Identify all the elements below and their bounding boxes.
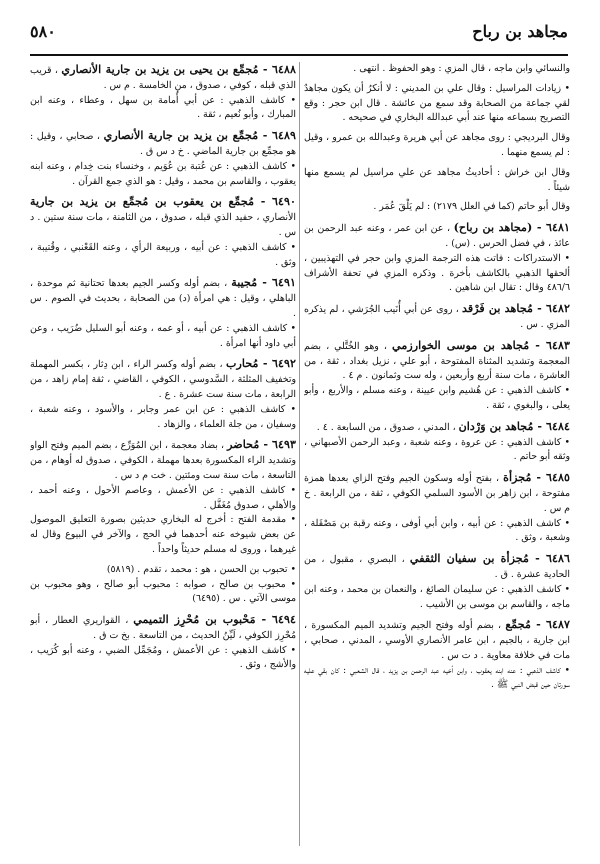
entry-note: • كاشف الذهبي : عن سليمان الصائغ ، والنعمان بن محمد ، وعنه ابن ماجه ، والقاسم بن موسى بن الأشيب . [304,583,570,610]
entry-text: وقال أبو حاتم (كما في العلل ٢١٧٩) : لم يَلْقَ عُمَر . [373,201,570,213]
entry-note: • مقدمة الفتح : أخرج له البخاري حديثين بصورة التعليق الموصول عن بعض شيوخه عنه أحدهما في الحج ، والآخر في البيوع وقال له غيرهما ، وروى له مسلم حديثاً واحداً . [30,514,296,555]
biography-entry [304,419,570,465]
entry-text: ، البصري ، مقبول ، من الحادية عشرة . ق . [304,554,570,580]
entry-heading: ٦٤٩٠ - مُجمِّع بن يعقوب بن مُجمِّع بن يزيد بن جارية [30,194,296,209]
entry-text: ، بفتح أوله وسكون الجيم وفتح الزاي بعدها همزة مفتوحة ، ابن زاهر بن الأسود السلمي الكوفي ، ثقة ، من الرابعة . خ م س . [304,473,570,514]
biography-entry [304,301,570,333]
biography-entry [304,338,570,414]
entry-note: • زيادات المراسيل : وقال علي بن المديني : لا أنكرُ أن يكون مجاهدٌ لقي جماعة من الصحابة وقد سمع من عائشة . قال ابن حجر : وقع التصريح بسماعه منها عند أبي عبدالله البخاري في صحيحه . [304,82,570,124]
entry-note: • كاشف الذهبي : عن عروة ، وعنه شعبة ، وعبد الرحمن الأصبهاني ، وثقه أبو حاتم . [304,436,570,463]
page-number: ٥٨٠ [30,22,56,41]
entry-heading: ٦٤٨٥ - مُجزأة [503,470,570,485]
entry-note: • كاشف الذهبي : عن أبيه ، وابن أبي أوفى ، وعنه رقبة بن مَصْقَلة ، وشعبة ، وثق . [304,517,570,544]
entry-text: والنسائي وابن ماجه ، قال المزي : وهو الحفوظ . انتهى . [353,63,570,74]
entry-heading: ٦٤٨٢ - مُجاهد بن فَرْقد [462,301,570,316]
entry-heading: ٦٤٨٩ - مُجمِّع بن يزيد بن جارية الأنصاري [103,128,296,143]
right-column [304,62,570,850]
biography-entry [30,62,296,123]
entry-note: • كاشف الذهبي : عنه ابنه يعقوب ، وابن أخيه عبد الرحمن بن يزيد ، قال الشعبي : كان بقي عليه سورتان حين قبض النبي ﷺ . [304,664,570,691]
entry-text: ، بضم أوله وكسر الجيم بعدها تحتانية ثم موحدة ، الباهلي ، وقيل : هي امرأة (د) من الصحابة ، بحديث في الصوم . س . [30,278,296,319]
entry-note: • كاشف الذهبي : عن أبيه ، وربيعة الرأي ، وعنه القَعْنبي ، وقُتيبة ، وثق . [30,241,296,268]
entry-note: • الاستدراكات : فاتت هذه الترجمة المزي وابن حجر في التهذيبين ، ألحقها الذهبي بالكاشف بأخرة . وذكره المزي في تحفة الأشراف ٤٨٦/٦ وقال : تقال ابن شاهين . [304,252,570,294]
biography-entry [304,62,570,77]
left-column [30,62,296,850]
biography-entry [30,356,296,432]
entry-heading: ٦٤٩٤ - مَحْبوب بن مُحْرِز التميمي [133,612,296,627]
entry-note: • كاشف الذهبي : عن أبيه ، أو عمه ، وعنه أبو السليل ضُرَيب ، وعن أبي داود أنها امرأة . [30,322,296,349]
entry-note: • كاشف الذهبي : عن ابن عمر وجابر ، والأسود ، وعنه شعبة ، وسفيان ، من جلة العلماء ، والزهاد . [30,403,296,430]
biography-entry [304,220,570,296]
entry-text: ، المدني ، صدوق ، من السابعة . ٤ . [316,421,456,433]
entry-heading: ٦٤٨٦ - مُجزأة بن سفيان الثقفي [409,551,570,566]
entry-note: • كاشف الذهبي : عن الأعمش ، وعاصم الأحول ، وعنه أحمد ، والأهلي ، صدوق مُغَفَّل . [30,484,296,511]
entry-text: وقال البرديجي : روى مجاهد عن أبي هريرة وعبدالله بن عمرو ، وقيل : لم يسمع منهما . [304,132,570,158]
entry-note: • كاشف الذهبي : عن عُتبة بن عُوَيم ، وخنساء بنت خِدام ، وعنه ابنه يعقوب ، والقاسم بن محمد ، وقيل : هو الذي جمع القرآن . [30,160,296,187]
entry-text: ، بضم أوله وفتح الجيم وتشديد الميم المكسورة ، ابن جارية ، بالجيم ، ابن عامر الأنصاري الأوسي ، المدني ، صحابي ، مات في خلافة معاوية . د ت س . [304,620,570,661]
entry-note: • كاشف الذهبي : عن أبي أُمامة بن سهل ، وعطاء ، وعنه ابن المبارك ، وأبو نُعيم ، ثقة . [30,94,296,121]
column-divider [299,62,300,846]
entry-note: • كاشف الذهبي : عن هُشيم وابن عيينة ، وعنه مسلم ، والأربع ، وأبو يعلى ، والبغوي ، ثقة . [304,385,570,411]
biography-entry [30,612,296,673]
biography-entry [304,166,570,196]
biography-entry [30,194,296,270]
entry-text: الأنصاري ، حفيد الذي قبله ، صدوق ، من الثامنة ، مات سنة ستين . د س . [30,212,296,238]
entry-heading: ٦٤٨٤ - مُجاهد بن وَرْدان [458,418,570,433]
entry-text: ، عن ابن عمر ، وعنه عبد الرحمن بن عائذ ، في فضل الحرس . (س) . [304,223,570,249]
entry-text: ، صحابي ، وقيل : هو مجمِّع بن جارية الماضي . خ د س ق . [30,131,296,157]
biography-entry [304,470,570,546]
entry-note: • محبوب بن صالح ، صوابه : محبوب أبو صالح ، وهو محبوب بن موسى الآتي . س . (٦٤٩٥) [30,578,296,605]
entry-heading: ٦٤٩١ - مُجيبة [231,275,296,290]
biography-entry [30,128,296,189]
entry-heading: ٦٤٩٣ - مُحاضر [227,437,296,452]
biography-entry [30,275,296,351]
entry-text: ، قريب الذي قبله ، كوفي ، صدوق ، من الخامسة . م س . [30,65,296,91]
biography-entry [304,131,570,161]
biography-entry [30,563,296,607]
entry-text: ، بضم أوله وكسر الراء ، ابن دِثار ، بكسر المهملة وتخفيف المثلثة ، السَّدوسي ، الكوفي ، القاضي ، ثقة إمام زاهد ، من الرابعة ، مات سنة ست عشرة . ع . [30,359,296,400]
entry-text: ، القواريري العطار ، أبو مُحْرِز الكوفي ، لَيِّنُ الحديث ، من التاسعة . بخ ت ق . [30,615,296,641]
biography-entry [304,200,570,215]
running-title: مجاهد بن رباح [472,22,568,41]
entry-heading: ٦٤٨١ - (مجاهد بن رباح) [453,220,570,235]
entry-heading: ٦٤٨٣ - مُجاهد بن موسى الخوارزمي [392,337,570,352]
entry-heading: ٦٤٨٧ - مُجمِّع [505,617,570,632]
entry-heading: ٦٤٨٨ - مُجمِّع بن يحيى بن يزيد بن جارية الأنصاري [61,62,296,76]
entry-text: ، وهو الخُتَّلي ، بضم المعجمة وتشديد المثناة المفتوحة ، أبو علي ، نزيل بغداد ، ثقة ، من العاشرة ، مات سنة أربع وأربعين ، وله ست وثمانون . م ٤ . [304,340,570,382]
biography-entry [304,617,570,693]
entry-note: • كاشف الذهبي : عن الأعمش ، ومُجَمِّل الضبي ، وعنه أبو كُرَيب ، والأشج ، وثق . [30,644,296,671]
entry-note: • تحبوب بن الحسن ، هو : محمد ، تقدم . (٥٨١٩) [106,563,296,575]
entry-text: وقال ابن خراش : أحاديثُ مجاهد عن علي مراسيل لم يسمع منها شيئاً . [304,166,570,193]
biography-entry [30,437,296,557]
entry-text: ، روى عن أبي أُنَيب الجُرَشي ، لم يذكره المزي . س . [304,304,570,330]
page-header [30,8,568,56]
biography-entry [304,82,570,126]
entry-text: ، بضاد معجمة ، ابن المُوَرِّع ، بضم الميم وفتح الواو وتشديد الراء المكسورة بعدها مهملة ، الكوفي ، صدوق له أوهام ، من التاسعة ، مات سنة ست ومئتين . خت م د س . [30,440,296,481]
entry-heading: ٦٤٩٢ - مُحارب [225,356,296,371]
biography-entry [304,551,570,612]
